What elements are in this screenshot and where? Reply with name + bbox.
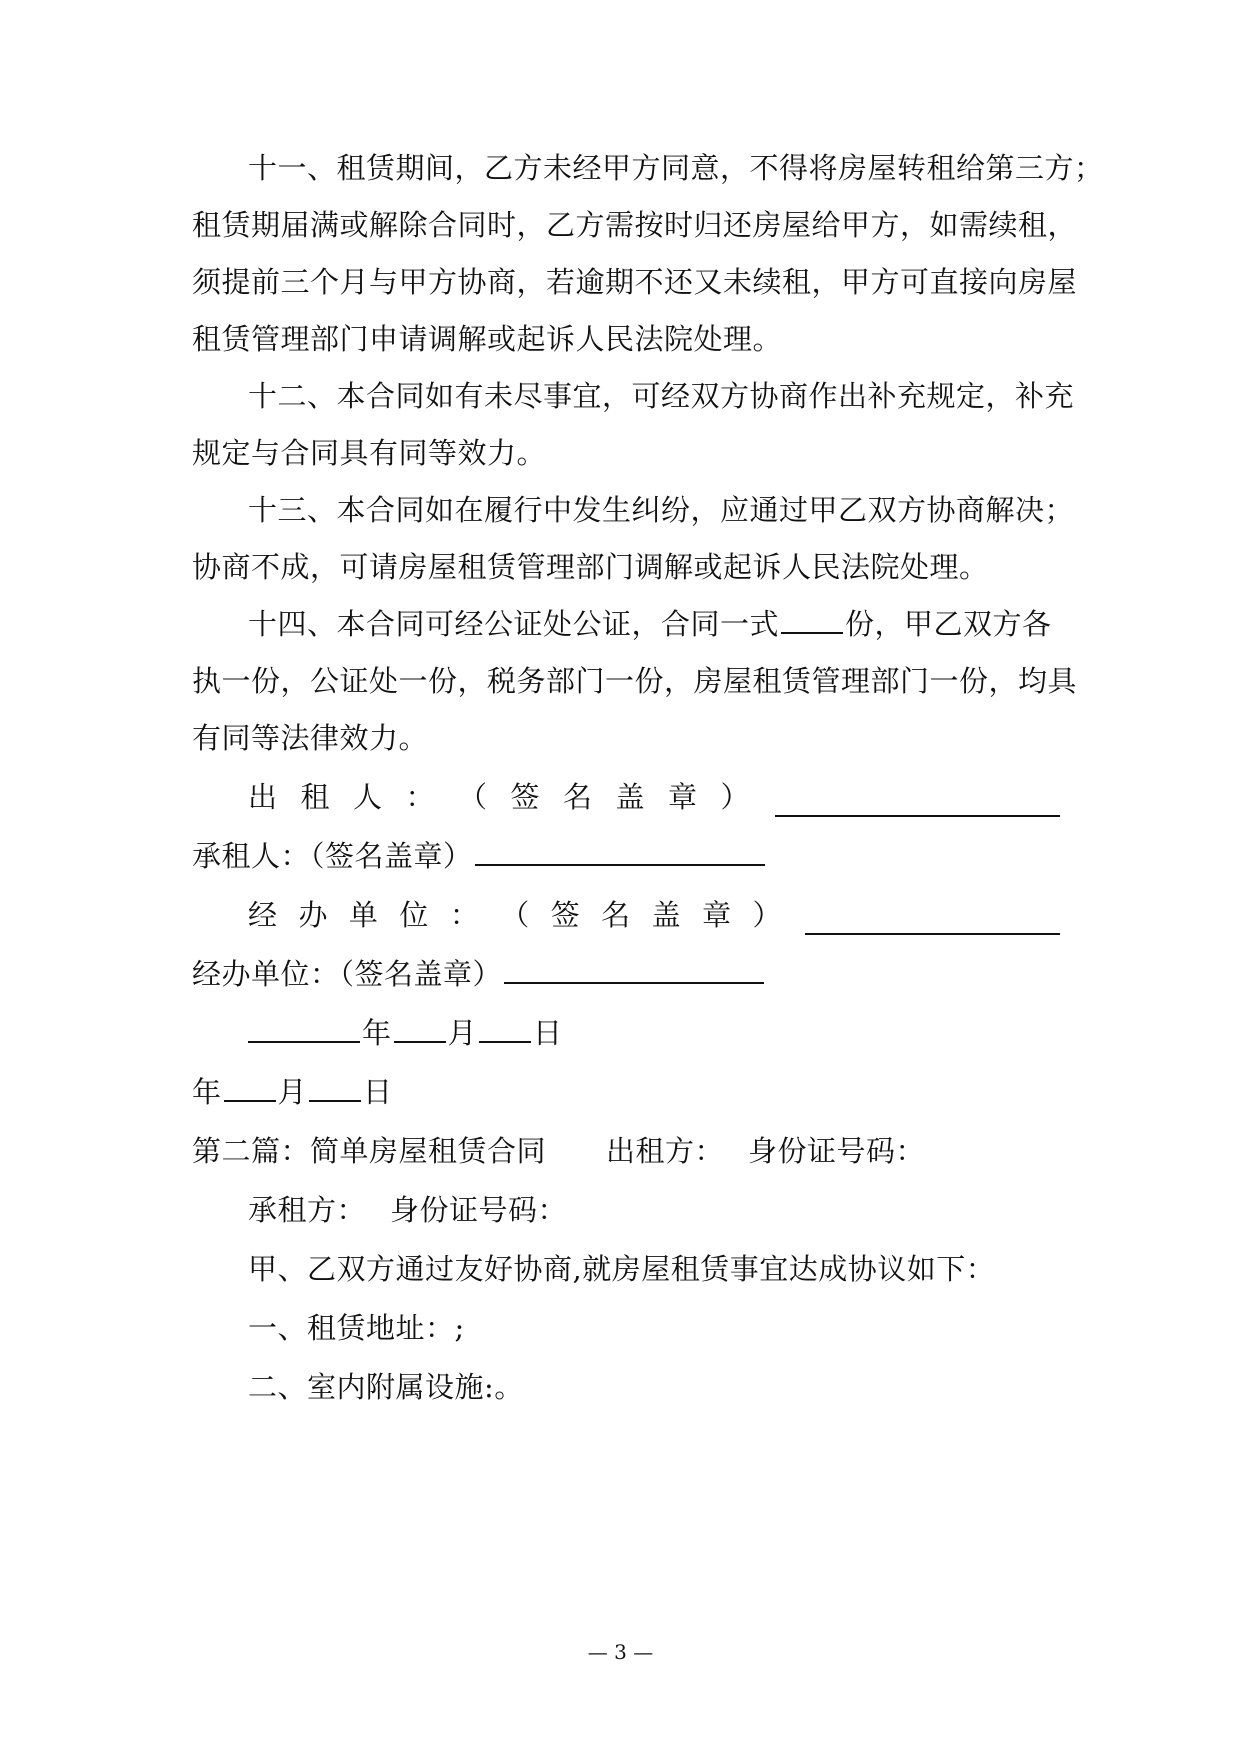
- agent2-signature-blank[interactable]: [504, 954, 764, 984]
- clause-14-line-1: [248, 604, 1062, 644]
- clause-13-line-2: 协商不成，可请房屋租赁管理部门调解或起诉人民法院处理。: [192, 550, 989, 584]
- page-number: — 3 —: [587, 1640, 654, 1664]
- clause-11-line-4: 租赁管理部门申请调解或起诉人民法院处理。: [192, 322, 783, 356]
- agent-char: ）: [752, 898, 783, 932]
- year-blank[interactable]: [248, 1013, 360, 1043]
- clause-12-line-1: 十二、本合同如有未尽事宜，可经双方协商作出补充规定，补充: [248, 379, 1075, 413]
- second-contract-heading: [192, 1131, 1062, 1171]
- clause-13-line-1: 十三、本合同如在履行中发生纠纷，应通过甲乙双方协商解决；: [248, 493, 1075, 527]
- agent2-signature-label: 经办单位：（签名盖章）: [192, 957, 503, 991]
- day-label: 日: [533, 1016, 563, 1050]
- second-lessee-line: [248, 1190, 1062, 1230]
- agent-char: ：: [449, 898, 480, 932]
- clause-14-line-3: 有同等法律效力。: [192, 721, 429, 755]
- agent-char: 单: [348, 898, 379, 932]
- lessor-char: 签: [510, 780, 541, 814]
- lessor-char: ：: [405, 780, 436, 814]
- second-lessee-id-label: 身份证号码：: [390, 1193, 568, 1227]
- agent-char: 章: [702, 898, 732, 932]
- lessor-signature-blank[interactable]: [775, 787, 1060, 817]
- month-blank[interactable]: [224, 1072, 276, 1102]
- agent-char: （: [500, 898, 530, 932]
- lessor-char: 出: [248, 780, 278, 814]
- clause-11-line-2: 租赁期届满或解除合同时，乙方需按时归还房屋给甲方，如需续租，: [192, 208, 1078, 242]
- agent-char: 办: [298, 898, 328, 932]
- second-lessor-id-label: 身份证号码：: [748, 1134, 926, 1168]
- day-blank[interactable]: [479, 1013, 531, 1043]
- date-line-2: [192, 1072, 1062, 1112]
- lessee-signature-line: [192, 836, 1062, 876]
- lessee-signature-blank[interactable]: [475, 836, 765, 866]
- lessor-char: （: [458, 780, 488, 814]
- clause-14-text-a: 十四、本合同可经公证处公证，合同一式: [248, 607, 780, 641]
- second-lessor-label: 出租方：: [606, 1134, 725, 1168]
- agent-char: 盖: [651, 898, 682, 932]
- second-item-2: 二、室内附属设施:。: [248, 1370, 524, 1404]
- day-label: 日: [363, 1075, 393, 1109]
- clause-11-line-1: 十一、租赁期间，乙方未经甲方同意，不得将房屋转租给第三方；: [248, 151, 1104, 185]
- clause-14-line-2: 执一份，公证处一份，税务部门一份，房屋租赁管理部门一份，均具: [192, 664, 1078, 698]
- copies-blank[interactable]: [781, 604, 843, 634]
- second-lessee-label: 承租方：: [248, 1193, 367, 1227]
- lessor-char: 盖: [615, 780, 646, 814]
- year-label: 年: [192, 1075, 222, 1109]
- agent-char: 位: [399, 898, 429, 932]
- day-blank[interactable]: [309, 1072, 361, 1102]
- clause-11-line-3: 须提前三个月与甲方协商，若逾期不还又未续租，甲方可直接向房屋: [192, 265, 1078, 299]
- agent2-signature-line: [192, 954, 1062, 994]
- lessor-char: 租: [300, 780, 331, 814]
- second-intro: 甲、乙双方通过友好协商,就房屋租赁事宜达成协议如下：: [248, 1252, 996, 1286]
- clause-14-text-b: 份，甲乙双方各: [845, 607, 1052, 641]
- date-line-1: [248, 1013, 1062, 1053]
- clause-12-line-2: 规定与合同具有同等效力。: [192, 436, 547, 470]
- lessor-char: 章: [668, 780, 698, 814]
- month-blank[interactable]: [394, 1013, 446, 1043]
- agent-char: 签: [550, 898, 581, 932]
- month-label: 月: [447, 1016, 478, 1050]
- year-label: 年: [362, 1016, 392, 1050]
- agent-signature-blank[interactable]: [805, 905, 1060, 935]
- lessor-char: ）: [720, 780, 751, 814]
- month-label: 月: [277, 1075, 308, 1109]
- lessor-char: 名: [563, 780, 593, 814]
- second-contract-title: 第二篇：简单房屋租赁合同: [192, 1134, 547, 1168]
- agent-signature-line: [248, 895, 1062, 935]
- lessor-char: 人: [353, 780, 383, 814]
- lessor-signature-line: [248, 777, 1062, 817]
- lessee-signature-label: 承租人：（签名盖章）: [192, 839, 473, 873]
- second-item-1: 一、租赁地址：;: [248, 1311, 465, 1345]
- agent-char: 经: [248, 898, 278, 932]
- agent-char: 名: [601, 898, 631, 932]
